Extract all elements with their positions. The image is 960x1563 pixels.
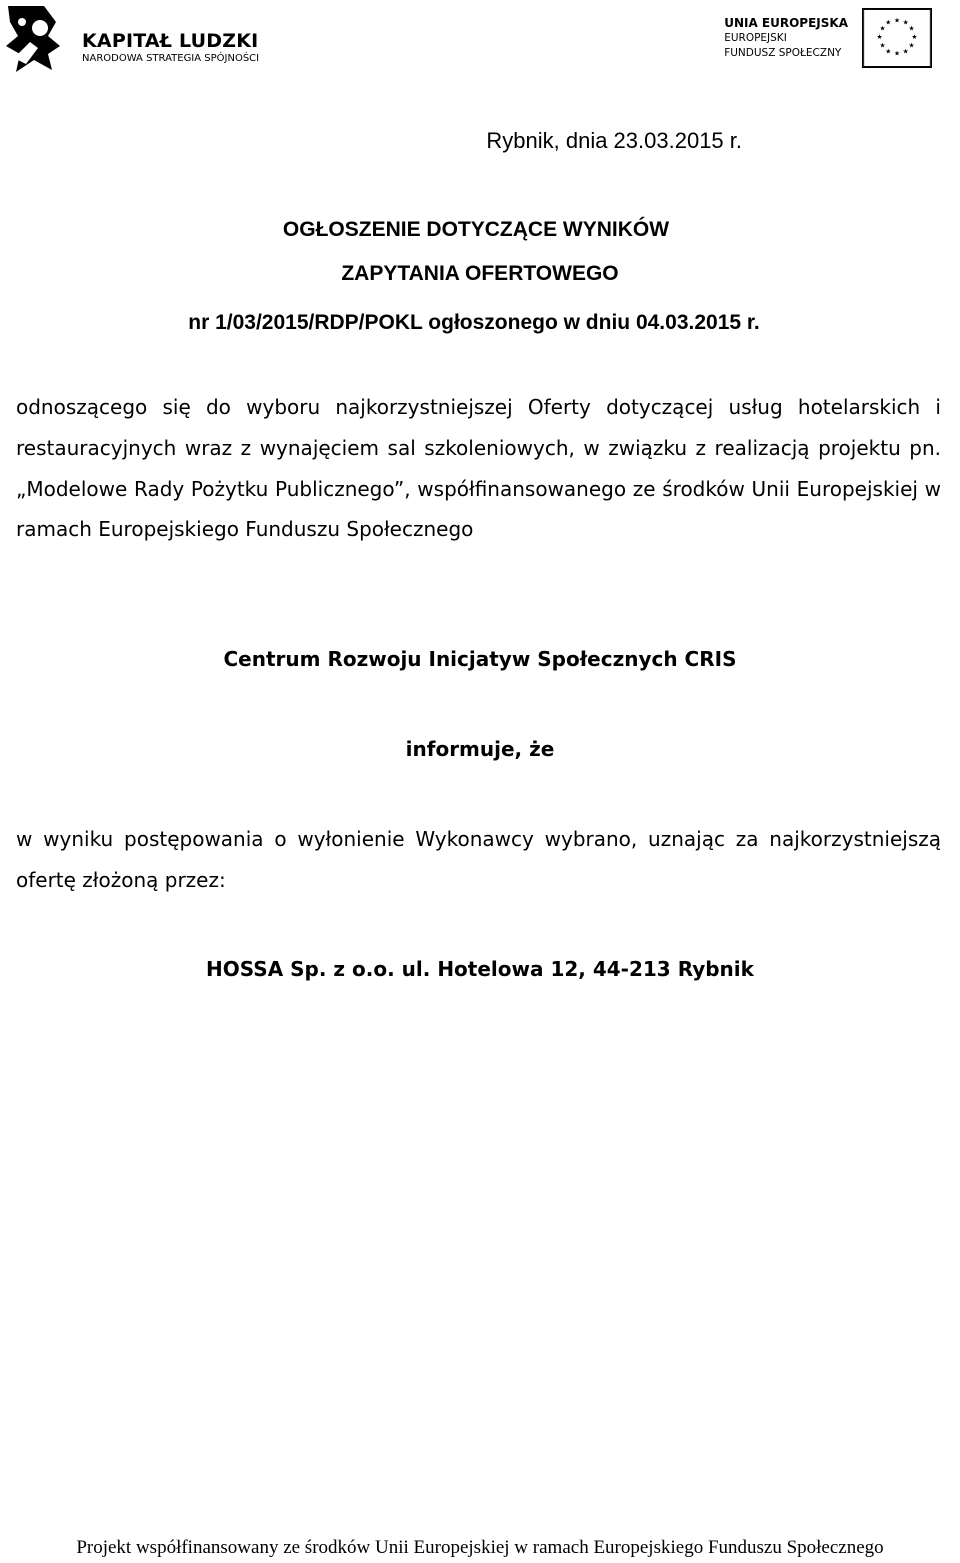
svg-text:★: ★ [902, 47, 909, 56]
svg-text:★: ★ [885, 47, 892, 56]
eu-logo-text [724, 16, 848, 61]
svg-text:★: ★ [876, 32, 883, 41]
svg-text:★: ★ [879, 24, 886, 33]
document-date: Rybnik, dnia 23.03.2015 r. [486, 128, 742, 153]
eu-logo-line3: FUNDUSZ SPOŁECZNY [724, 47, 842, 59]
svg-text:★: ★ [879, 41, 886, 50]
result-paragraph: w wyniku postępowania o wyłonienie Wykonawcy wybrano, uznając za najkorzystniejszą ofertę złożoną przez: [16, 827, 941, 892]
kapital-ludzki-logo [4, 2, 274, 74]
page-footer: Projekt współfinansowany ze środków Unii Europejskiej w ramach Europejskiego Funduszu Społecznego [76, 1537, 884, 1558]
svg-text:★: ★ [893, 49, 901, 58]
page-header [0, 0, 960, 80]
eu-flag-icon [862, 8, 932, 68]
eu-logo-line2: EUROPEJSKI [724, 32, 787, 44]
svg-text:★: ★ [911, 32, 918, 41]
intro-paragraph: odnoszącego się do wyboru najkorzystniejszej Oferty dotyczącej usług hotelarskich i restauracyjnych wraz z wynajęciem sal szkoleniowych, w związku z realizacją projektu pn. „Modelowe Rady Pożytku Publicznego”, współfinansowanego ze środków Unii Europejskiej w ramach Europejskiego Funduszu Społecznego [16, 395, 941, 542]
kapital-ludzki-title: KAPITAŁ LUDZKI [82, 30, 259, 52]
informs-heading: informuje, że [405, 737, 555, 761]
eu-logo [716, 8, 932, 70]
kapital-ludzki-subtitle: NARODOWA STRATEGIA SPÓJNOŚCI [82, 53, 260, 64]
eu-logo-line1: UNIA EUROPEJSKA [724, 16, 848, 30]
svg-text:★: ★ [908, 24, 915, 33]
document-title-line2: ZAPYTANIA OFERTOWEGO [341, 262, 619, 285]
svg-text:★: ★ [893, 16, 901, 25]
svg-text:★: ★ [902, 18, 909, 27]
winner-name: HOSSA Sp. z o.o. ul. Hotelowa 12, 44-213 Rybnik [206, 957, 754, 981]
kapital-ludzki-star-icon [4, 2, 64, 74]
svg-text:★: ★ [885, 18, 892, 27]
organization-name: Centrum Rozwoju Inicjatyw Społecznych CRIS [223, 647, 737, 671]
document-title-line1: OGŁOSZENIE DOTYCZĄCE WYNIKÓW [282, 218, 670, 241]
document-title-line3: nr 1/03/2015/RDP/POKL ogłoszonego w dniu 04.03.2015 r. [188, 311, 760, 334]
svg-text:★: ★ [908, 41, 915, 50]
